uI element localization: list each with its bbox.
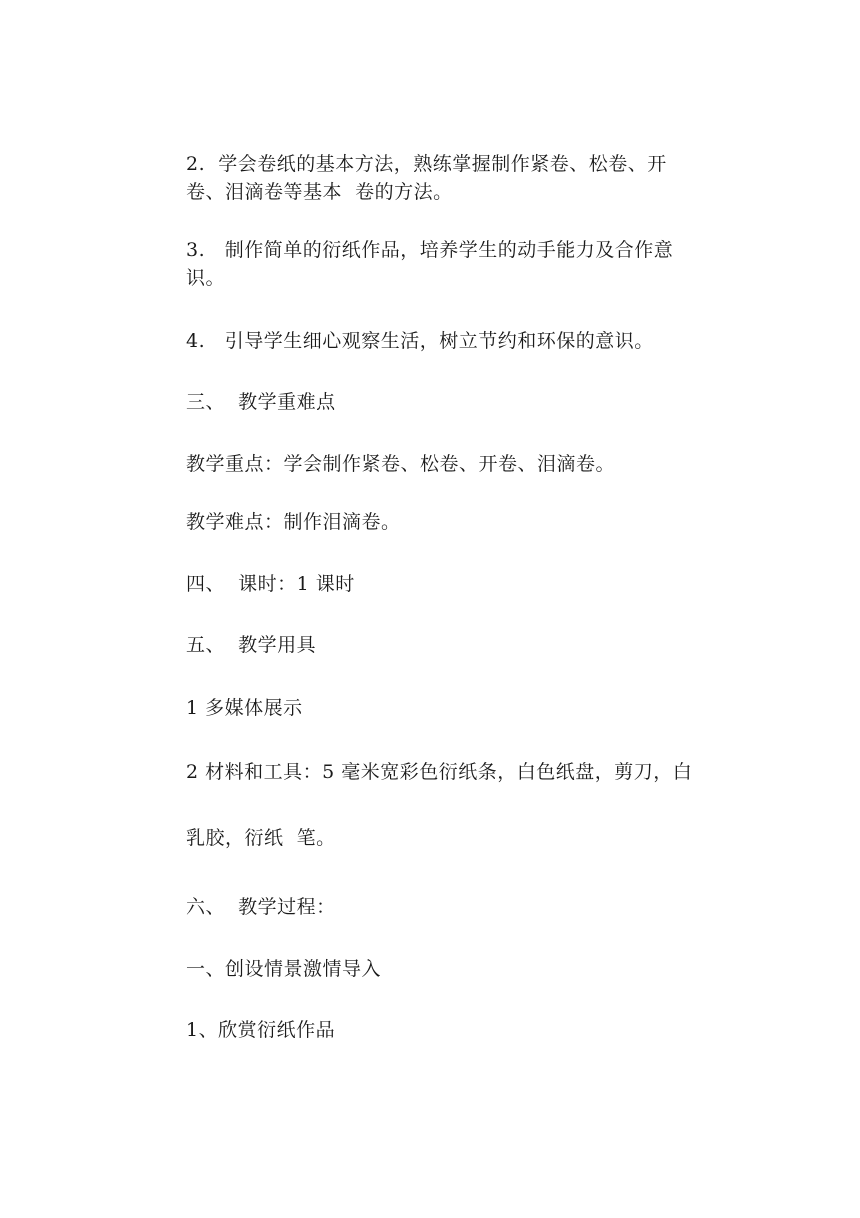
objective-2-line-2: 卷、泪滴卷等基本 卷的方法。	[186, 181, 453, 203]
key-point-text: 教学重点：学会制作紧卷、松卷、开卷、泪滴卷。	[186, 453, 616, 475]
difficulty-text: 教学难点：制作泪滴卷。	[186, 511, 401, 533]
objective-3-line-2: 识。	[186, 267, 226, 289]
tool-item-2-line-2: 乳胶，衍纸 笔。	[186, 827, 336, 849]
process-step-1: 一、创设情景激情导入	[186, 958, 382, 980]
objective-4: 4. 引导学生细心观察生活，树立节约和环保的意识。	[186, 330, 654, 352]
section-heading-class-hours: 四、 课时：1 课时	[186, 573, 355, 595]
section-heading-key-points: 三、 教学重难点	[186, 391, 336, 413]
section-heading-teaching-tools: 五、 教学用具	[186, 634, 317, 656]
section-heading-teaching-process: 六、 教学过程：	[186, 896, 336, 918]
tool-item-2-line-1: 2 材料和工具：5 毫米宽彩色衍纸条，白色纸盘，剪刀，白	[186, 761, 693, 783]
objective-2-line-1: 2. 学会卷纸的基本方法，熟练掌握制作紧卷、松卷、开	[186, 153, 667, 175]
process-step-1-1: 1、欣赏衍纸作品	[186, 1019, 336, 1041]
objective-3-line-1: 3. 制作简单的衍纸作品，培养学生的动手能力及合作意	[186, 239, 674, 261]
tool-item-1: 1 多媒体展示	[186, 697, 303, 719]
